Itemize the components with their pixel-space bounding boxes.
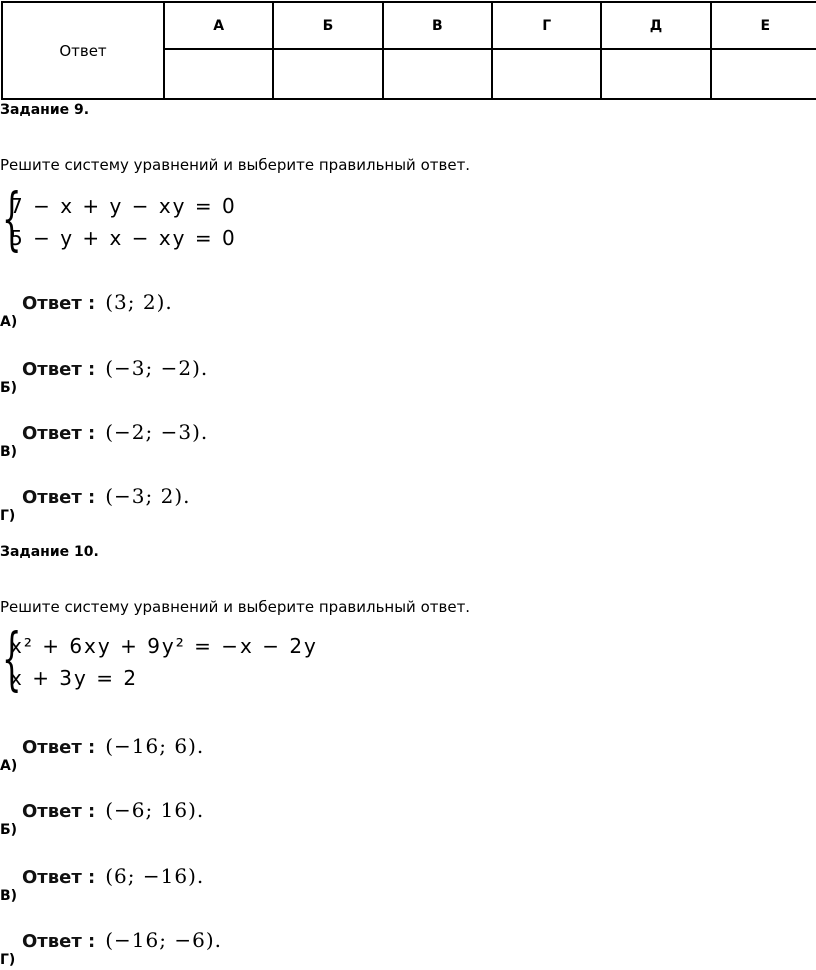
option-value: (−6; 16). bbox=[105, 798, 205, 822]
answer-table bbox=[1, 1, 816, 100]
task-9-equation-1: 7 − x + y − xy = 0 bbox=[10, 194, 237, 218]
option-value: (−2; −3). bbox=[105, 420, 209, 444]
option-label: Ответ : bbox=[22, 359, 96, 380]
answer-cell-a[interactable] bbox=[164, 49, 273, 99]
task-10-equation-system bbox=[2, 620, 318, 699]
option-label: Ответ : bbox=[22, 293, 96, 314]
option-letter: В) bbox=[0, 444, 18, 460]
option-letter: В) bbox=[0, 888, 18, 904]
task-9-equation-system bbox=[2, 180, 237, 259]
task-10-option-g[interactable] bbox=[0, 928, 400, 968]
option-value: (3; 2). bbox=[105, 290, 173, 314]
task-9-title: Задание 9. bbox=[0, 102, 90, 118]
answer-table-header-row bbox=[2, 2, 816, 49]
task-10-equation-2: x + 3y = 2 bbox=[10, 666, 139, 690]
option-letter: А) bbox=[0, 314, 18, 330]
brace-symbol: { bbox=[2, 620, 22, 699]
option-value: (−3; 2). bbox=[105, 484, 191, 508]
task-9-option-a[interactable] bbox=[0, 290, 400, 330]
task-10-title: Задание 10. bbox=[0, 544, 99, 560]
option-value: (6; −16). bbox=[105, 864, 205, 888]
option-letter: Б) bbox=[0, 380, 18, 396]
option-label: Ответ : bbox=[22, 801, 96, 822]
task-9-option-b[interactable] bbox=[0, 356, 400, 396]
option-letter: А) bbox=[0, 758, 18, 774]
answer-column-g: Г bbox=[492, 2, 601, 49]
task-10-prompt: Решите систему уравнений и выберите правильный ответ. bbox=[0, 598, 471, 616]
option-letter: Б) bbox=[0, 822, 18, 838]
option-letter: Г) bbox=[0, 952, 16, 968]
task-10-equation-1: x² + 6xy + 9y² = −x − 2y bbox=[10, 634, 318, 658]
task-9-equation-2: 5 − y + x − xy = 0 bbox=[10, 226, 237, 250]
answer-cell-d[interactable] bbox=[601, 49, 710, 99]
option-label: Ответ : bbox=[22, 931, 96, 952]
option-value: (−16; −6). bbox=[105, 928, 222, 952]
option-value: (−16; 6). bbox=[105, 734, 205, 758]
option-label: Ответ : bbox=[22, 867, 96, 888]
answer-column-v: В bbox=[383, 2, 492, 49]
answer-table-label: Ответ bbox=[2, 2, 164, 99]
task-10-option-b[interactable] bbox=[0, 798, 400, 838]
option-value: (−3; −2). bbox=[105, 356, 209, 380]
answer-column-a: А bbox=[164, 2, 273, 49]
answer-cell-v[interactable] bbox=[383, 49, 492, 99]
option-label: Ответ : bbox=[22, 423, 96, 444]
option-label: Ответ : bbox=[22, 487, 96, 508]
task-9-prompt: Решите систему уравнений и выберите правильный ответ. bbox=[0, 156, 471, 174]
answer-column-b: Б bbox=[273, 2, 382, 49]
task-10-option-v[interactable] bbox=[0, 864, 400, 904]
answer-column-e: Е bbox=[711, 2, 816, 49]
brace-symbol: { bbox=[2, 180, 22, 259]
option-label: Ответ : bbox=[22, 737, 96, 758]
task-10-option-a[interactable] bbox=[0, 734, 400, 774]
answer-cell-b[interactable] bbox=[273, 49, 382, 99]
task-9-option-g[interactable] bbox=[0, 484, 400, 524]
answer-cell-g[interactable] bbox=[492, 49, 601, 99]
task-9-option-v[interactable] bbox=[0, 420, 400, 460]
option-letter: Г) bbox=[0, 508, 16, 524]
answer-cell-e[interactable] bbox=[711, 49, 816, 99]
answer-column-d: Д bbox=[601, 2, 710, 49]
